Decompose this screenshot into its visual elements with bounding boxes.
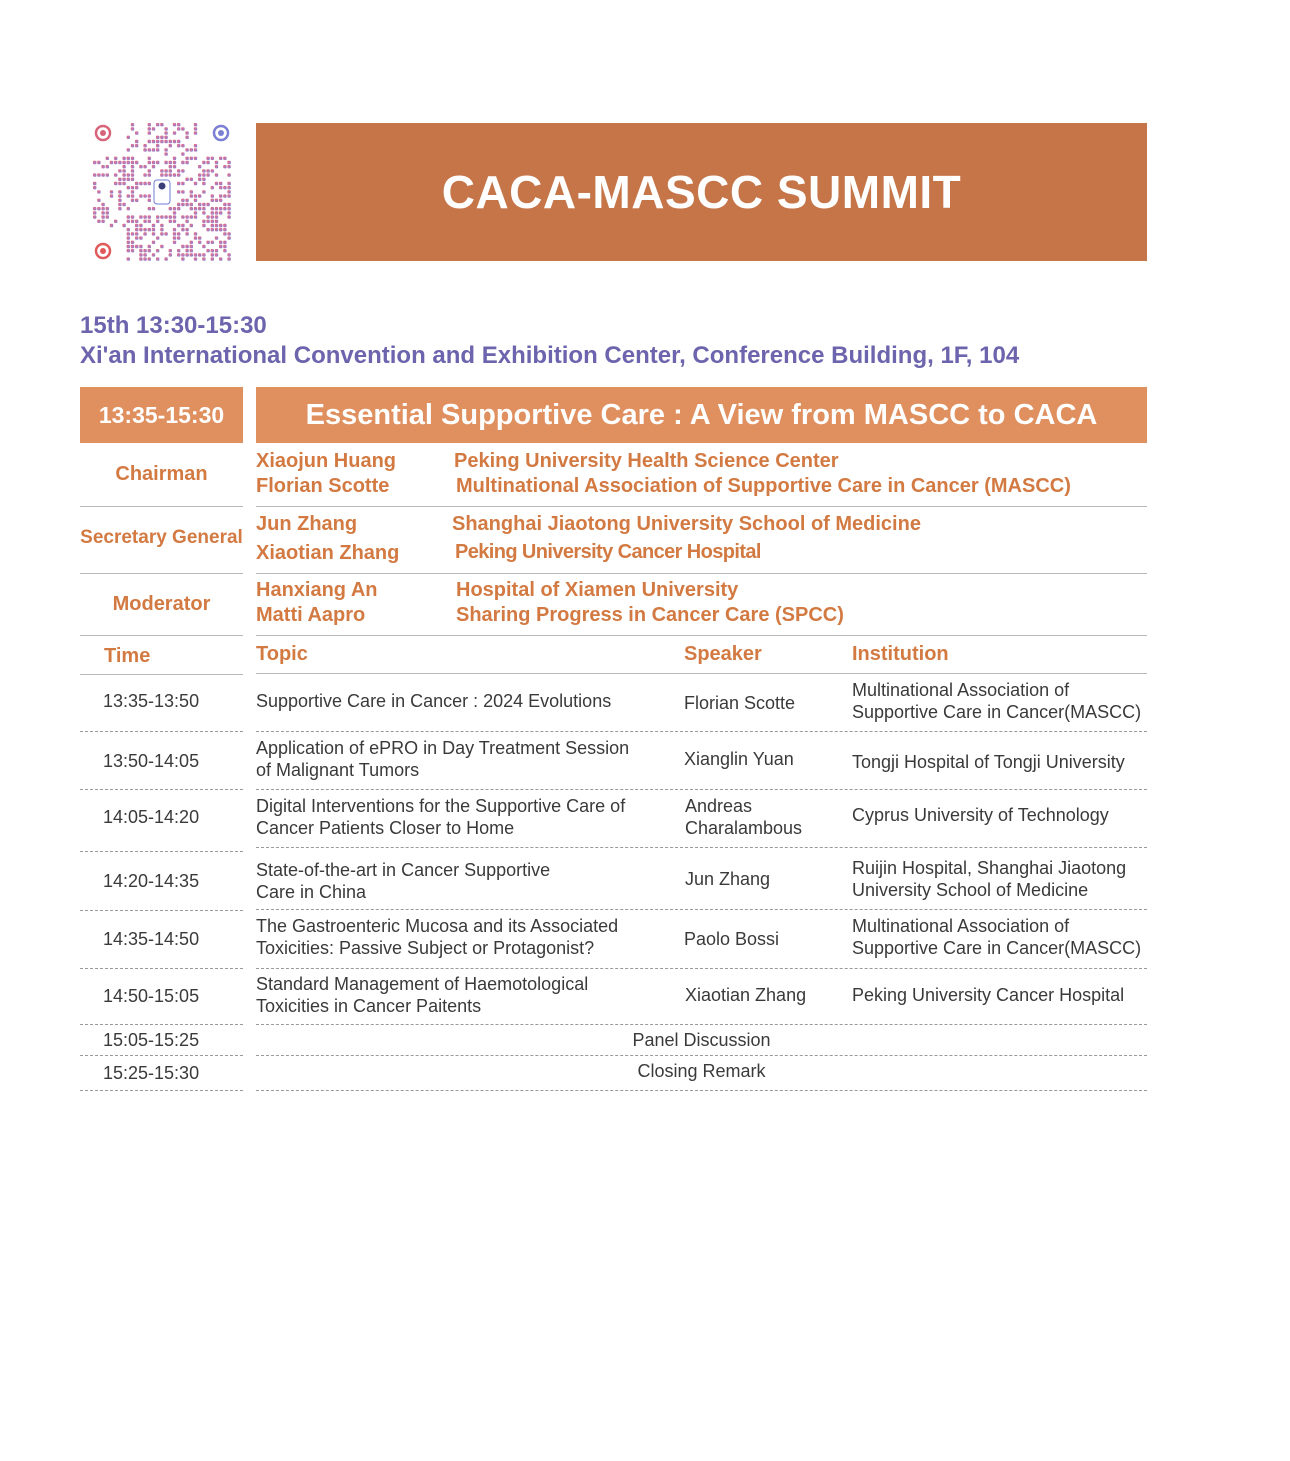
- closing-remark: Closing Remark: [637, 1061, 766, 1081]
- divider: [80, 635, 243, 636]
- row-institution: Peking University Cancer Hospital: [852, 985, 1125, 1005]
- row-institution: Multinational Association of: [852, 680, 1070, 700]
- session-title: Essential Supportive Care : A View from MASCC to CACA: [256, 387, 1147, 443]
- divider: [256, 573, 1147, 574]
- row-topic: Supportive Care in Cancer : 2024 Evolutions: [256, 691, 612, 711]
- row-institution: University School of Medicine: [852, 880, 1089, 900]
- column-header-time: Time: [104, 645, 151, 667]
- person-institution: Peking University Health Science Center: [454, 450, 839, 472]
- divider: [256, 789, 1147, 790]
- row-topic: The Gastroenteric Mucosa and its Associated: [256, 916, 619, 936]
- divider: [80, 1055, 243, 1056]
- panel-discussion: Panel Discussion: [632, 1030, 771, 1050]
- row-topic: State-of-the-art in Cancer Supportive: [256, 860, 551, 880]
- venue: Xi'an International Convention and Exhibition Center, Conference Building, 1F, 104: [80, 342, 1020, 369]
- person-name: Florian Scotte: [256, 475, 390, 497]
- divider: [80, 851, 243, 852]
- row-topic: Care in China: [256, 882, 367, 902]
- person-name: Xiaotian Zhang: [256, 542, 400, 564]
- person-institution: Peking University Cancer Hospital: [455, 541, 761, 563]
- divider: [256, 847, 1147, 848]
- row-institution: Ruijin Hospital, Shanghai Jiaotong: [852, 858, 1127, 878]
- person-name: Jun Zhang: [256, 513, 358, 535]
- person-institution: Sharing Progress in Cancer Care (SPCC): [456, 604, 844, 626]
- page-title: CACA-MASCC SUMMIT: [441, 166, 962, 218]
- divider: [80, 674, 243, 675]
- row-speaker: Charalambous: [685, 818, 803, 838]
- row-topic: Application of ePRO in Day Treatment Session: [256, 738, 630, 758]
- column-header-institution: Institution: [852, 643, 949, 665]
- row-speaker: Paolo Bossi: [684, 929, 780, 949]
- divider: [256, 1055, 1147, 1056]
- row-time: 14:20-14:35: [103, 871, 200, 891]
- role-secretary-general: Secretary General: [80, 527, 243, 548]
- divider: [80, 789, 243, 790]
- role-moderator: Moderator: [112, 593, 211, 615]
- qr-code-icon: [92, 122, 232, 262]
- row-time: 13:35-13:50: [103, 691, 200, 711]
- row-time: 14:35-14:50: [103, 929, 200, 949]
- row-topic: Standard Management of Haemotological: [256, 974, 589, 994]
- row-topic: Cancer Patients Closer to Home: [256, 818, 515, 838]
- divider: [80, 910, 243, 911]
- person-name: Hanxiang An: [256, 579, 378, 601]
- divider: [80, 731, 243, 732]
- row-speaker: Jun Zhang: [685, 869, 771, 889]
- divider: [80, 1024, 243, 1025]
- row-topic: of Malignant Tumors: [256, 760, 420, 780]
- person-name: Matti Aapro: [256, 604, 366, 626]
- row-topic: Toxicities: Passive Subject or Protagonist?: [256, 938, 595, 958]
- row-speaker: Florian Scotte: [684, 693, 796, 713]
- row-time: 14:50-15:05: [103, 986, 200, 1006]
- divider: [256, 635, 1147, 636]
- person-institution: Multinational Association of Supportive Care in Cancer (MASCC): [456, 475, 1071, 497]
- divider: [256, 1024, 1147, 1025]
- divider: [256, 673, 1147, 674]
- row-speaker: Xiaotian Zhang: [685, 985, 807, 1005]
- row-time: 13:50-14:05: [103, 751, 200, 771]
- row-institution: Tongji Hospital of Tongji University: [852, 752, 1125, 772]
- row-time: 15:25-15:30: [103, 1063, 200, 1083]
- column-header-speaker: Speaker: [684, 643, 762, 665]
- row-time: 15:05-15:25: [103, 1030, 200, 1050]
- person-name: Xiaojun Huang: [256, 450, 396, 472]
- person-institution: Hospital of Xiamen University: [456, 579, 739, 601]
- row-speaker: Xianglin Yuan: [684, 749, 794, 769]
- date-time: 15th 13:30-15:30: [80, 312, 267, 339]
- row-institution: Cyprus University of Technology: [852, 805, 1109, 825]
- divider: [256, 968, 1147, 969]
- row-topic: Digital Interventions for the Supportive Care of: [256, 796, 626, 816]
- divider: [80, 968, 243, 969]
- divider: [256, 909, 1147, 910]
- title-banner: [256, 123, 1147, 261]
- divider: [80, 1090, 243, 1091]
- row-institution: Supportive Care in Cancer(MASCC): [852, 938, 1142, 958]
- divider: [256, 506, 1147, 507]
- divider: [256, 1090, 1147, 1091]
- divider: [80, 573, 243, 574]
- divider: [256, 731, 1147, 732]
- role-chairman: Chairman: [115, 463, 208, 485]
- person-institution: Shanghai Jiaotong University School of Medicine: [452, 513, 921, 535]
- row-topic: Toxicities in Cancer Paitents: [256, 996, 482, 1016]
- divider: [80, 506, 243, 507]
- column-header-topic: Topic: [256, 643, 308, 665]
- row-institution: Supportive Care in Cancer(MASCC): [852, 702, 1142, 722]
- session-time: 13:35-15:30: [80, 387, 243, 443]
- row-institution: Multinational Association of: [852, 916, 1070, 936]
- row-speaker: Andreas: [685, 796, 753, 816]
- row-time: 14:05-14:20: [103, 807, 200, 827]
